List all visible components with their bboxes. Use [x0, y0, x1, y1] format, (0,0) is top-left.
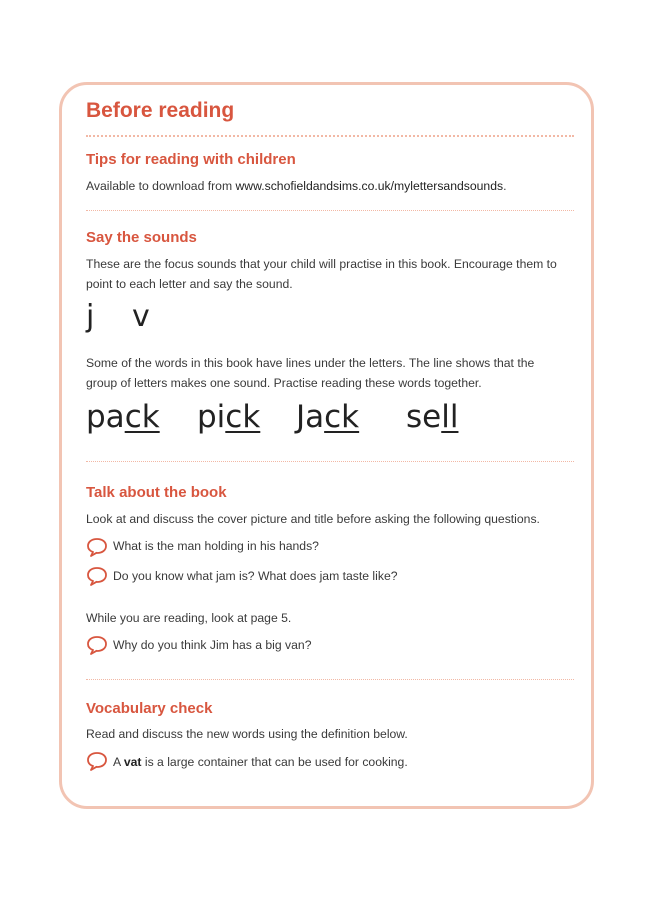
- tips-separator: [86, 210, 574, 211]
- tips-suffix: .: [503, 179, 507, 193]
- vocab-definition: A vat is a large container that can be used for cooking.: [113, 755, 408, 769]
- sounds-separator: [86, 461, 574, 462]
- talk-heading: Talk about the book: [86, 484, 227, 501]
- page-title: Before reading: [86, 99, 235, 122]
- speech-bubble-icon: [86, 566, 108, 586]
- practice-word-pick: pick: [197, 399, 261, 435]
- tips-prefix: Available to download from: [86, 179, 236, 193]
- vocab-heading: Vocabulary check: [86, 700, 213, 717]
- focus-letter-v: v: [132, 299, 150, 334]
- sounds-heading: Say the sounds: [86, 229, 197, 246]
- question-2: Do you know what jam is? What does jam taste like?: [113, 569, 398, 583]
- sounds-words-line1: Some of the words in this book have lines under the letters. The line shows that the: [86, 356, 535, 370]
- practice-word-sell: sell: [406, 399, 459, 435]
- question-1: What is the man holding in his hands?: [113, 539, 319, 553]
- sounds-intro-line2: point to each letter and say the sound.: [86, 277, 293, 291]
- vocab-word: vat: [123, 755, 142, 769]
- tips-text: [86, 176, 506, 196]
- sounds-intro-line1: These are the focus sounds that your child will practise in this book. Encourage them to: [86, 257, 557, 271]
- sounds-words-intro: [86, 353, 534, 393]
- talk-intro: Look at and discuss the cover picture and title before asking the following questions.: [86, 512, 540, 526]
- talk-separator: [86, 679, 574, 680]
- question-3: Why do you think Jim has a big van?: [113, 638, 312, 652]
- practice-word-jack: Jack: [296, 399, 360, 435]
- title-separator: [86, 135, 574, 137]
- speech-bubble-icon: [86, 751, 108, 771]
- speech-bubble-icon: [86, 537, 108, 557]
- speech-bubble-icon: [86, 635, 108, 655]
- focus-letter-j: j: [86, 299, 95, 334]
- reading-note: While you are reading, look at page 5.: [86, 611, 292, 625]
- tips-url-link[interactable]: www.schofieldandsims.co.uk/mylettersandsounds: [235, 179, 504, 193]
- sounds-words-line2: group of letters makes one sound. Practise reading these words together.: [86, 376, 482, 390]
- tips-heading: Tips for reading with children: [86, 151, 296, 168]
- sounds-intro: [86, 254, 557, 294]
- practice-word-pack: pack: [86, 399, 160, 435]
- vocab-intro: Read and discuss the new words using the definition below.: [86, 727, 408, 741]
